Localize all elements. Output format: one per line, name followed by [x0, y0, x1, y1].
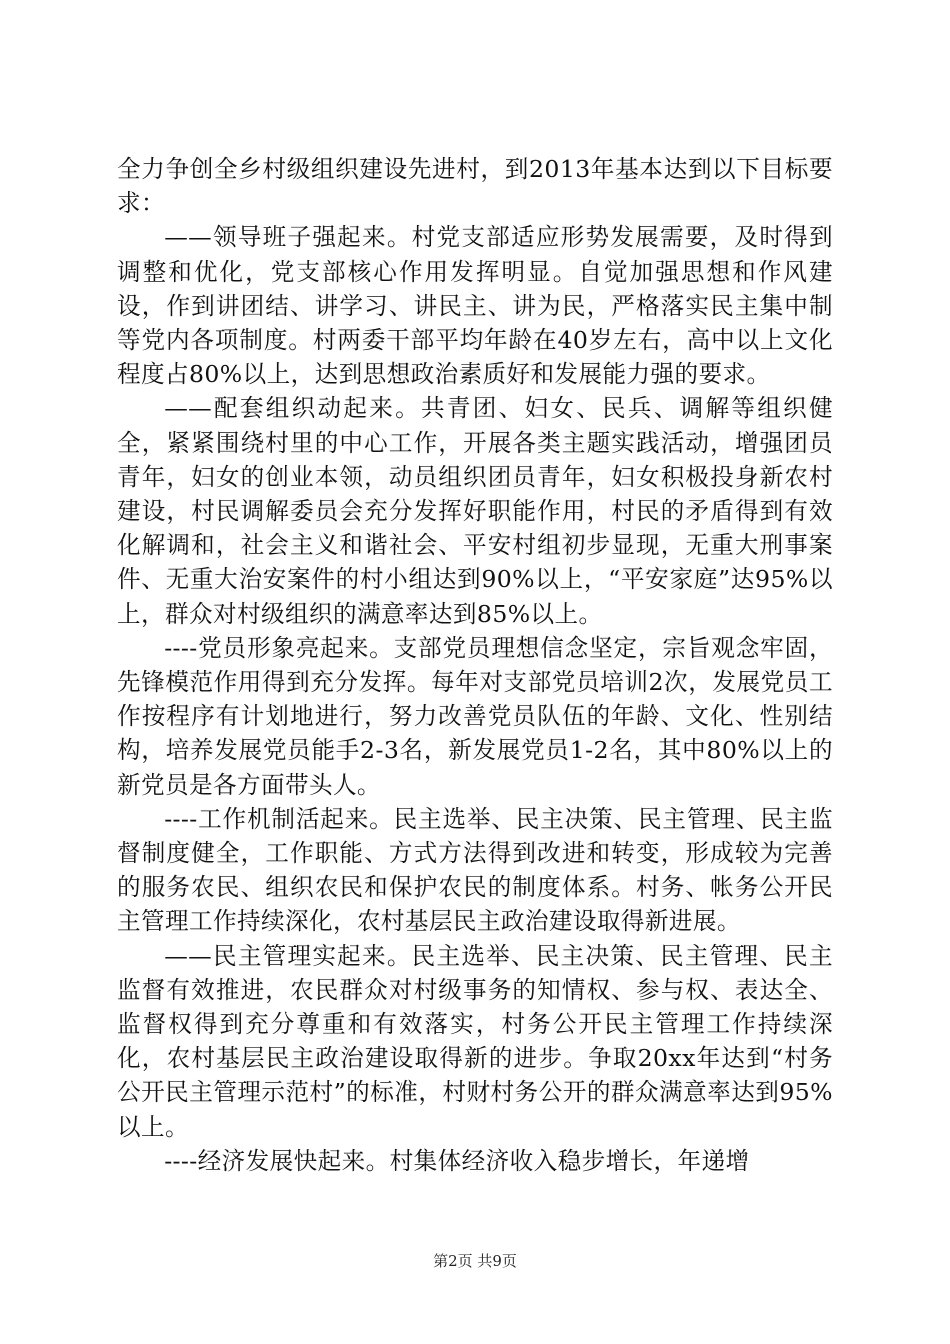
paragraph-economic-development: ----经济发展快起来。村集体经济收入稳步增长，年递增	[164, 1146, 750, 1175]
paragraph-democratic-management: ——民主管理实起来。民主选举、民主决策、民主管理、民主监督有效推进，农民群众对村级事务的知情权、参与权、表达全、监督权得到充分尊重和有效落实，村务公开民主管理工作持续深化，农村基层民主政治建设取得新的进步。争取20xx年达到“村务公开民主管理示范村”的标准，村财村务公开的群众满意率达到95%以上。	[117, 941, 833, 1141]
paragraph-work-mechanism: ----工作机制活起来。民主选举、民主决策、民主管理、民主监督制度健全，工作职能、方式方法得到改进和转变，形成较为完善的服务农民、组织农民和保护农民的制度体系。村务、帐务公开民主管理工作持续深化，农村基层民主政治建设取得新进展。	[117, 804, 833, 936]
paragraph-leadership: ——领导班子强起来。村党支部适应形势发展需要，及时得到调整和优化，党支部核心作用发挥明显。自觉加强思想和作风建设，作到讲团结、讲学习、讲民主、讲为民，严格落实民主集中制等党内各项制度。村两委干部平均年龄在40岁左右，高中以上文化程度占80%以上，达到思想政治素质好和发展能力强的要求。	[117, 223, 833, 389]
page-footer: 第2页 共9页	[433, 1252, 517, 1270]
paragraph-intro: 全力争创全乡村级组织建设先进村，到2013年基本达到以下目标要求：	[117, 155, 833, 218]
paragraph-organizations: ——配套组织动起来。共青团、妇女、民兵、调解等组织健全，紧紧围绕村里的中心工作，开展各类主题实践活动，增强团员青年，妇女的创业本领，动员组织团员青年，妇女积极投身新农村建设，村民调解委员会充分发挥好职能作用，村民的矛盾得到有效化解调和，社会主义和谐社会、平安村组初步显现，无重大刑事案件、无重大治安案件的村小组达到90%以上，“平安家庭”达95%以上，群众对村级组织的满意率达到85%以上。	[117, 394, 833, 628]
paragraph-party-members: ----党员形象亮起来。支部党员理想信念坚定，宗旨观念牢固，先锋模范作用得到充分发挥。每年对支部党员培训2次，发展党员工作按程序有计划地进行，努力改善党员队伍的年龄、文化、性别结构，培养发展党员能手2-3名，新发展党员1-2名，其中80%以上的新党员是各方面带头人。	[117, 633, 833, 799]
document-body	[117, 152, 833, 1178]
